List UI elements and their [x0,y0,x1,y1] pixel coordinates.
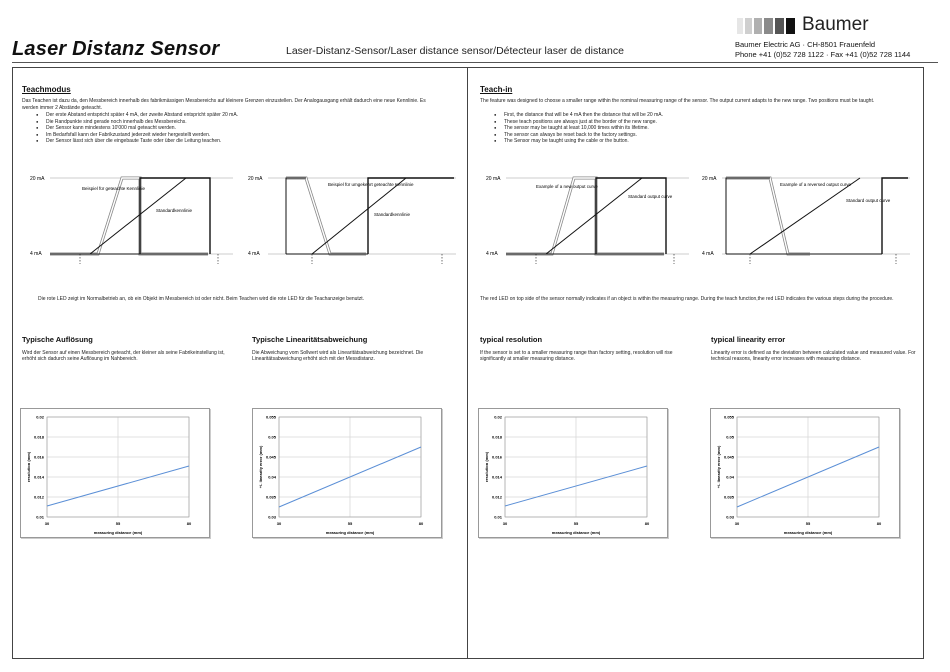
x-tick-label: 30 [502,521,508,526]
diagram-top-label: 20 mA [30,176,45,182]
linearity-heading: typical linearity error [711,335,786,344]
list-item: ● The sensor can always be reset back to the factory settings. [504,132,924,139]
diagram-bottom-label: 4 mA [30,251,42,257]
y-tick-label: 0.018 [491,434,502,440]
y-tick-label: 0.03 [726,514,734,520]
x-tick-label: 80 [418,521,424,526]
y-tick-label: 0.01 [36,514,44,520]
chart-svg [711,409,899,537]
teach-in-intro: The feature was designed to choose a smaller range within the nominal measuring range of the sensor. The output current adapts to the new range. Two positions must be taught. [480,98,875,104]
led-note: The red LED on top side of the sensor normally indicates if an object is within the measuring range. During the teach function,the red LED indicates the various steps during the procedure. [480,296,894,302]
diagram-std-label: Standardkennlinie [156,208,193,213]
company-address: Baumer Electric AG · CH-8501 Frauenfeld [735,40,876,49]
linearity-heading: Typische Linearitätsabweichung [252,335,368,344]
teach-diagram-reversed [700,168,912,266]
baumer-logo-icon [737,16,795,36]
y-tick-label: 0.02 [494,414,502,420]
y-tick-label: 0.02 [36,414,44,420]
y-tick-label: 0.018 [33,434,44,440]
y-tick-label: 0.01 [494,514,502,520]
diagram-std-label: Standard output curve [628,194,673,199]
list-item: ● The Sensor may be taught using the cable or the button. [504,138,924,145]
company-phone: Phone +41 (0)52 728 1122 · Fax +41 (0)52 728 1144 [735,50,911,59]
y-tick-label: 0.045 [723,454,734,460]
diagram-note-line: Beispiel für umgekehrt geteachte Kennlinie [328,182,414,187]
y-tick-label: 0.016 [491,454,502,460]
y-tick-label: 0.055 [723,414,734,420]
chart-svg [253,409,441,537]
x-tick-label: 55 [347,521,353,526]
diagram-note-line: Example of a reversed output curve [780,182,852,187]
content-frame [12,67,924,659]
list-item: ● These teach positions are always just at the border of the new range. [504,119,924,126]
diagram-bottom-label: 4 mA [486,251,498,257]
list-item: ● Die Randpunkte sind gerade noch innerhalb des Messbereichs. [46,119,466,126]
teachmodus-list [24,112,466,145]
y-tick-label: 0.016 [33,454,44,460]
x-tick-label: 55 [805,521,811,526]
resolution-text: Wird der Sensor auf einen Messbereich geteacht, der kleiner als seine Fabrikeinstellung ist, erhöht sich dadurch seine Auflösung im Nahbereich. [22,350,225,362]
diagram-bottom-label: 4 mA [702,251,714,257]
linearity-text: Die Abweichung vom Sollwert wird als Linearitätsabweichung bezeichnet. Die Linearitätsabweichung erhöht sich mit der Messdistanz. [252,350,424,362]
x-axis-label: measuring distance (mm) [783,530,833,535]
x-tick-label: 30 [276,521,282,526]
teachmodus-heading: Teachmodus [22,85,71,94]
diagram-bottom-label: 4 mA [248,251,260,257]
x-tick-label: 55 [573,521,579,526]
y-tick-label: 0.055 [265,414,276,420]
brand-name: Baumer [802,14,869,35]
diagram-top-label: 20 mA [486,176,501,182]
resolution-heading: Typische Auflösung [22,335,93,344]
teach-diagram-normal [484,168,694,266]
resolution-heading: typical resolution [480,335,543,344]
linearity-chart [710,408,900,538]
diagram-std-label: Standard output curve [846,198,891,203]
y-tick-label: 0.05 [268,434,276,440]
x-tick-label: 80 [876,521,882,526]
teach-in-heading: Teach-in [480,85,513,94]
y-tick-label: 0.014 [491,474,502,480]
x-tick-label: 55 [115,521,121,526]
y-tick-label: 0.014 [33,474,44,480]
resolution-chart [20,408,210,538]
x-axis-label: measuring distance (mm) [93,530,143,535]
teachmodus-intro: Das Teachen ist dazu da, den Messbereich innerhalb des fabrikmässigen Messbereichs auf kleinere Grenzen einzustellen. Der Analogausgang erhält dadurch eine neue Kennlinie. Es werden immer 2 Abstände geteacht. [22,98,426,111]
x-tick-label: 30 [734,521,740,526]
y-tick-label: 0.035 [265,494,276,500]
linearity-text: Linearity error is defined as the deviation between calculated value and measured value. For technical reasons, linearity error increases with measuring distance. [711,350,916,362]
list-item: ● First, the distance that will be 4 mA then the distance that will be 20 mA. [504,112,924,119]
diagram-note-line: Example of a new output curve [536,184,598,189]
y-tick-label: 0.035 [723,494,734,500]
x-tick-label: 80 [186,521,192,526]
y-tick-label: 0.05 [726,434,734,440]
diagram-top-label: 20 mA [248,176,263,182]
teach-diagram-normal [28,168,238,266]
x-tick-label: 80 [644,521,650,526]
led-note: Die rote LED zeigt im Normalbetrieb an, ob ein Objekt im Messbereich ist oder nicht. Beim Teachen wird die rote LED für die Teachanzeige benutzt. [38,296,365,302]
y-axis-label: +/- linearity error (mm) [258,445,263,489]
diagram-top-label: 20 mA [702,176,717,182]
list-item: ● Der Sensor kann mindestens 10'000 mal geteacht werden. [46,125,466,132]
y-tick-label: 0.03 [268,514,276,520]
list-item: ● The sensor may be taught at least 10,000 times within its lifetime. [504,125,924,132]
list-item: ● Der Sensor lässt sich über die eingebaute Taste oder über die Leitung teachen. [46,138,466,145]
diagram-std-label: Standardkennlinie [374,212,411,217]
y-tick-label: 0.045 [265,454,276,460]
linearity-chart [252,408,442,538]
chart-svg [21,409,209,537]
x-axis-label: measuring distance (mm) [325,530,375,535]
y-tick-label: 0.012 [491,494,502,500]
x-axis-label: measuring distance (mm) [551,530,601,535]
resolution-text: If the sensor is set to a smaller measuring range than factory setting, resolution will rise significantly at smaller measuring distance. [480,350,673,362]
y-axis-label: resolution (mm) [484,451,489,483]
teach-in-list [482,112,924,145]
chart-svg [479,409,667,537]
y-axis-label: resolution (mm) [26,451,31,483]
diagram-note-line: Beispiel für geteachte Kennlinie [82,186,146,191]
page-title: Laser Distanz Sensor [12,38,220,60]
resolution-chart [478,408,668,538]
teach-diagram-reversed [246,168,458,266]
header-rule [12,62,938,63]
y-tick-label: 0.04 [268,474,276,480]
column-divider [467,67,468,659]
y-axis-label: +/- linearity error (mm) [716,445,721,489]
y-tick-label: 0.012 [33,494,44,500]
list-item: ● Der erste Abstand entspricht später 4 mA, der zweite Abstand entspricht später 20 mA. [46,112,466,119]
page-subtitle: Laser-Distanz-Sensor/Laser distance sensor/Détecteur laser de distance [286,45,624,57]
list-item: ● Im Bedarfsfall kann der Fabrikzustand jederzeit wieder hergestellt werden. [46,132,466,139]
x-tick-label: 30 [44,521,50,526]
y-tick-label: 0.04 [726,474,734,480]
